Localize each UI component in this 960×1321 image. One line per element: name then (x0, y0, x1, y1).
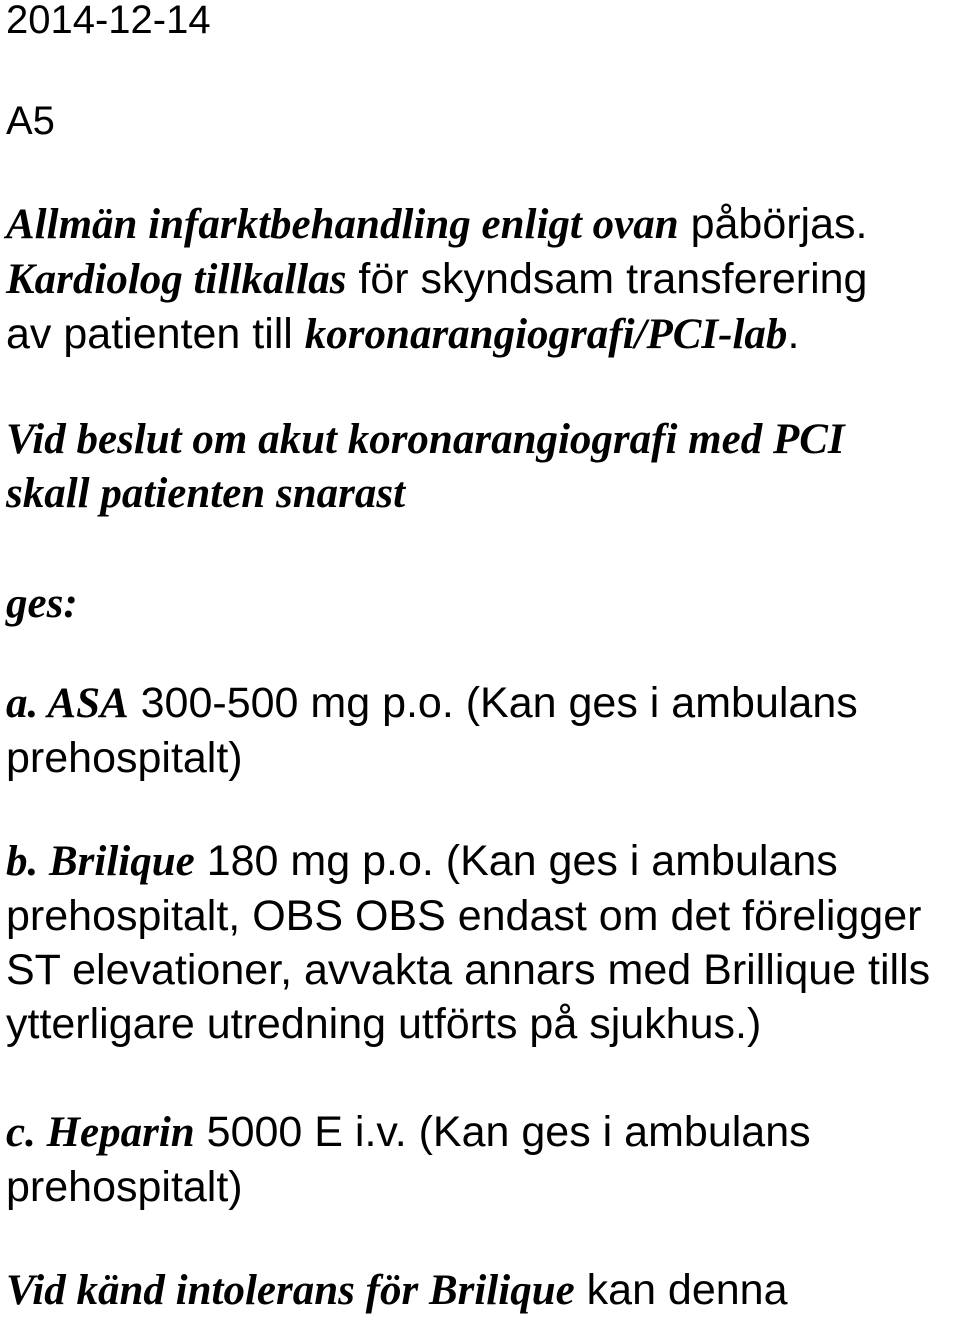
intro-emphasis-2: Kardiolog tillkallas (6, 256, 347, 303)
intro-tail-3: . (787, 310, 800, 358)
item-c-prefix: c. (6, 1109, 47, 1156)
item-b (6, 834, 930, 1051)
footer-line (6, 1263, 788, 1318)
item-a-line-1 (6, 676, 858, 731)
footer-text: kan denna (574, 1266, 788, 1314)
intro-line-2 (6, 252, 867, 307)
item-b-text: 180 mg p.o. (Kan ges i ambulans (194, 837, 838, 885)
item-b-line-2: prehospitalt, OBS OBS endast om det föreligger (6, 892, 922, 940)
intro-text-2: för skyndsam transferering (346, 255, 868, 303)
item-b-line-1 (6, 834, 930, 889)
intro-line-3 (6, 307, 867, 362)
item-b-line-4: ytterligare utredning utförts på sjukhus.) (6, 1000, 762, 1048)
document-date: 2014-12-14 (6, 0, 211, 42)
item-c-drug: Heparin (46, 1109, 195, 1156)
decision-paragraph (6, 413, 845, 521)
item-b-line-3: ST elevationer, avvakta annars med Brillique tills (6, 946, 931, 994)
item-c-line-2: prehospitalt) (6, 1163, 243, 1211)
item-c (6, 1105, 811, 1214)
footer-emphasis: Vid känd intolerans för Brilique (6, 1267, 575, 1314)
decision-line-2: skall patienten snarast (6, 470, 406, 517)
ges-label: ges: (6, 580, 78, 627)
item-a (6, 676, 858, 785)
section-label: A5 (6, 99, 55, 143)
intro-line-1 (6, 197, 867, 252)
intro-emphasis-1: Allmän infarktbehandling enligt ovan (6, 201, 679, 248)
item-a-prefix: a. (6, 680, 48, 727)
item-b-drug: Brilique (49, 838, 195, 885)
intro-paragraph (6, 197, 867, 362)
item-c-line-1 (6, 1105, 811, 1160)
intro-text-3: av patienten till (6, 310, 305, 358)
intro-text-1: påbörjas. (678, 200, 868, 248)
decision-line-1: Vid beslut om akut koronarangiografi med PCI (6, 416, 845, 463)
intro-emphasis-3: koronarangiografi/PCI-lab (304, 311, 788, 358)
item-c-text: 5000 E i.v. (Kan ges i ambulans (194, 1108, 811, 1156)
item-a-text: 300-500 mg p.o. (Kan ges i ambulans (128, 679, 858, 727)
item-a-drug: ASA (47, 680, 129, 727)
item-a-line-2: prehospitalt) (6, 734, 243, 782)
item-b-prefix: b. (6, 838, 49, 885)
